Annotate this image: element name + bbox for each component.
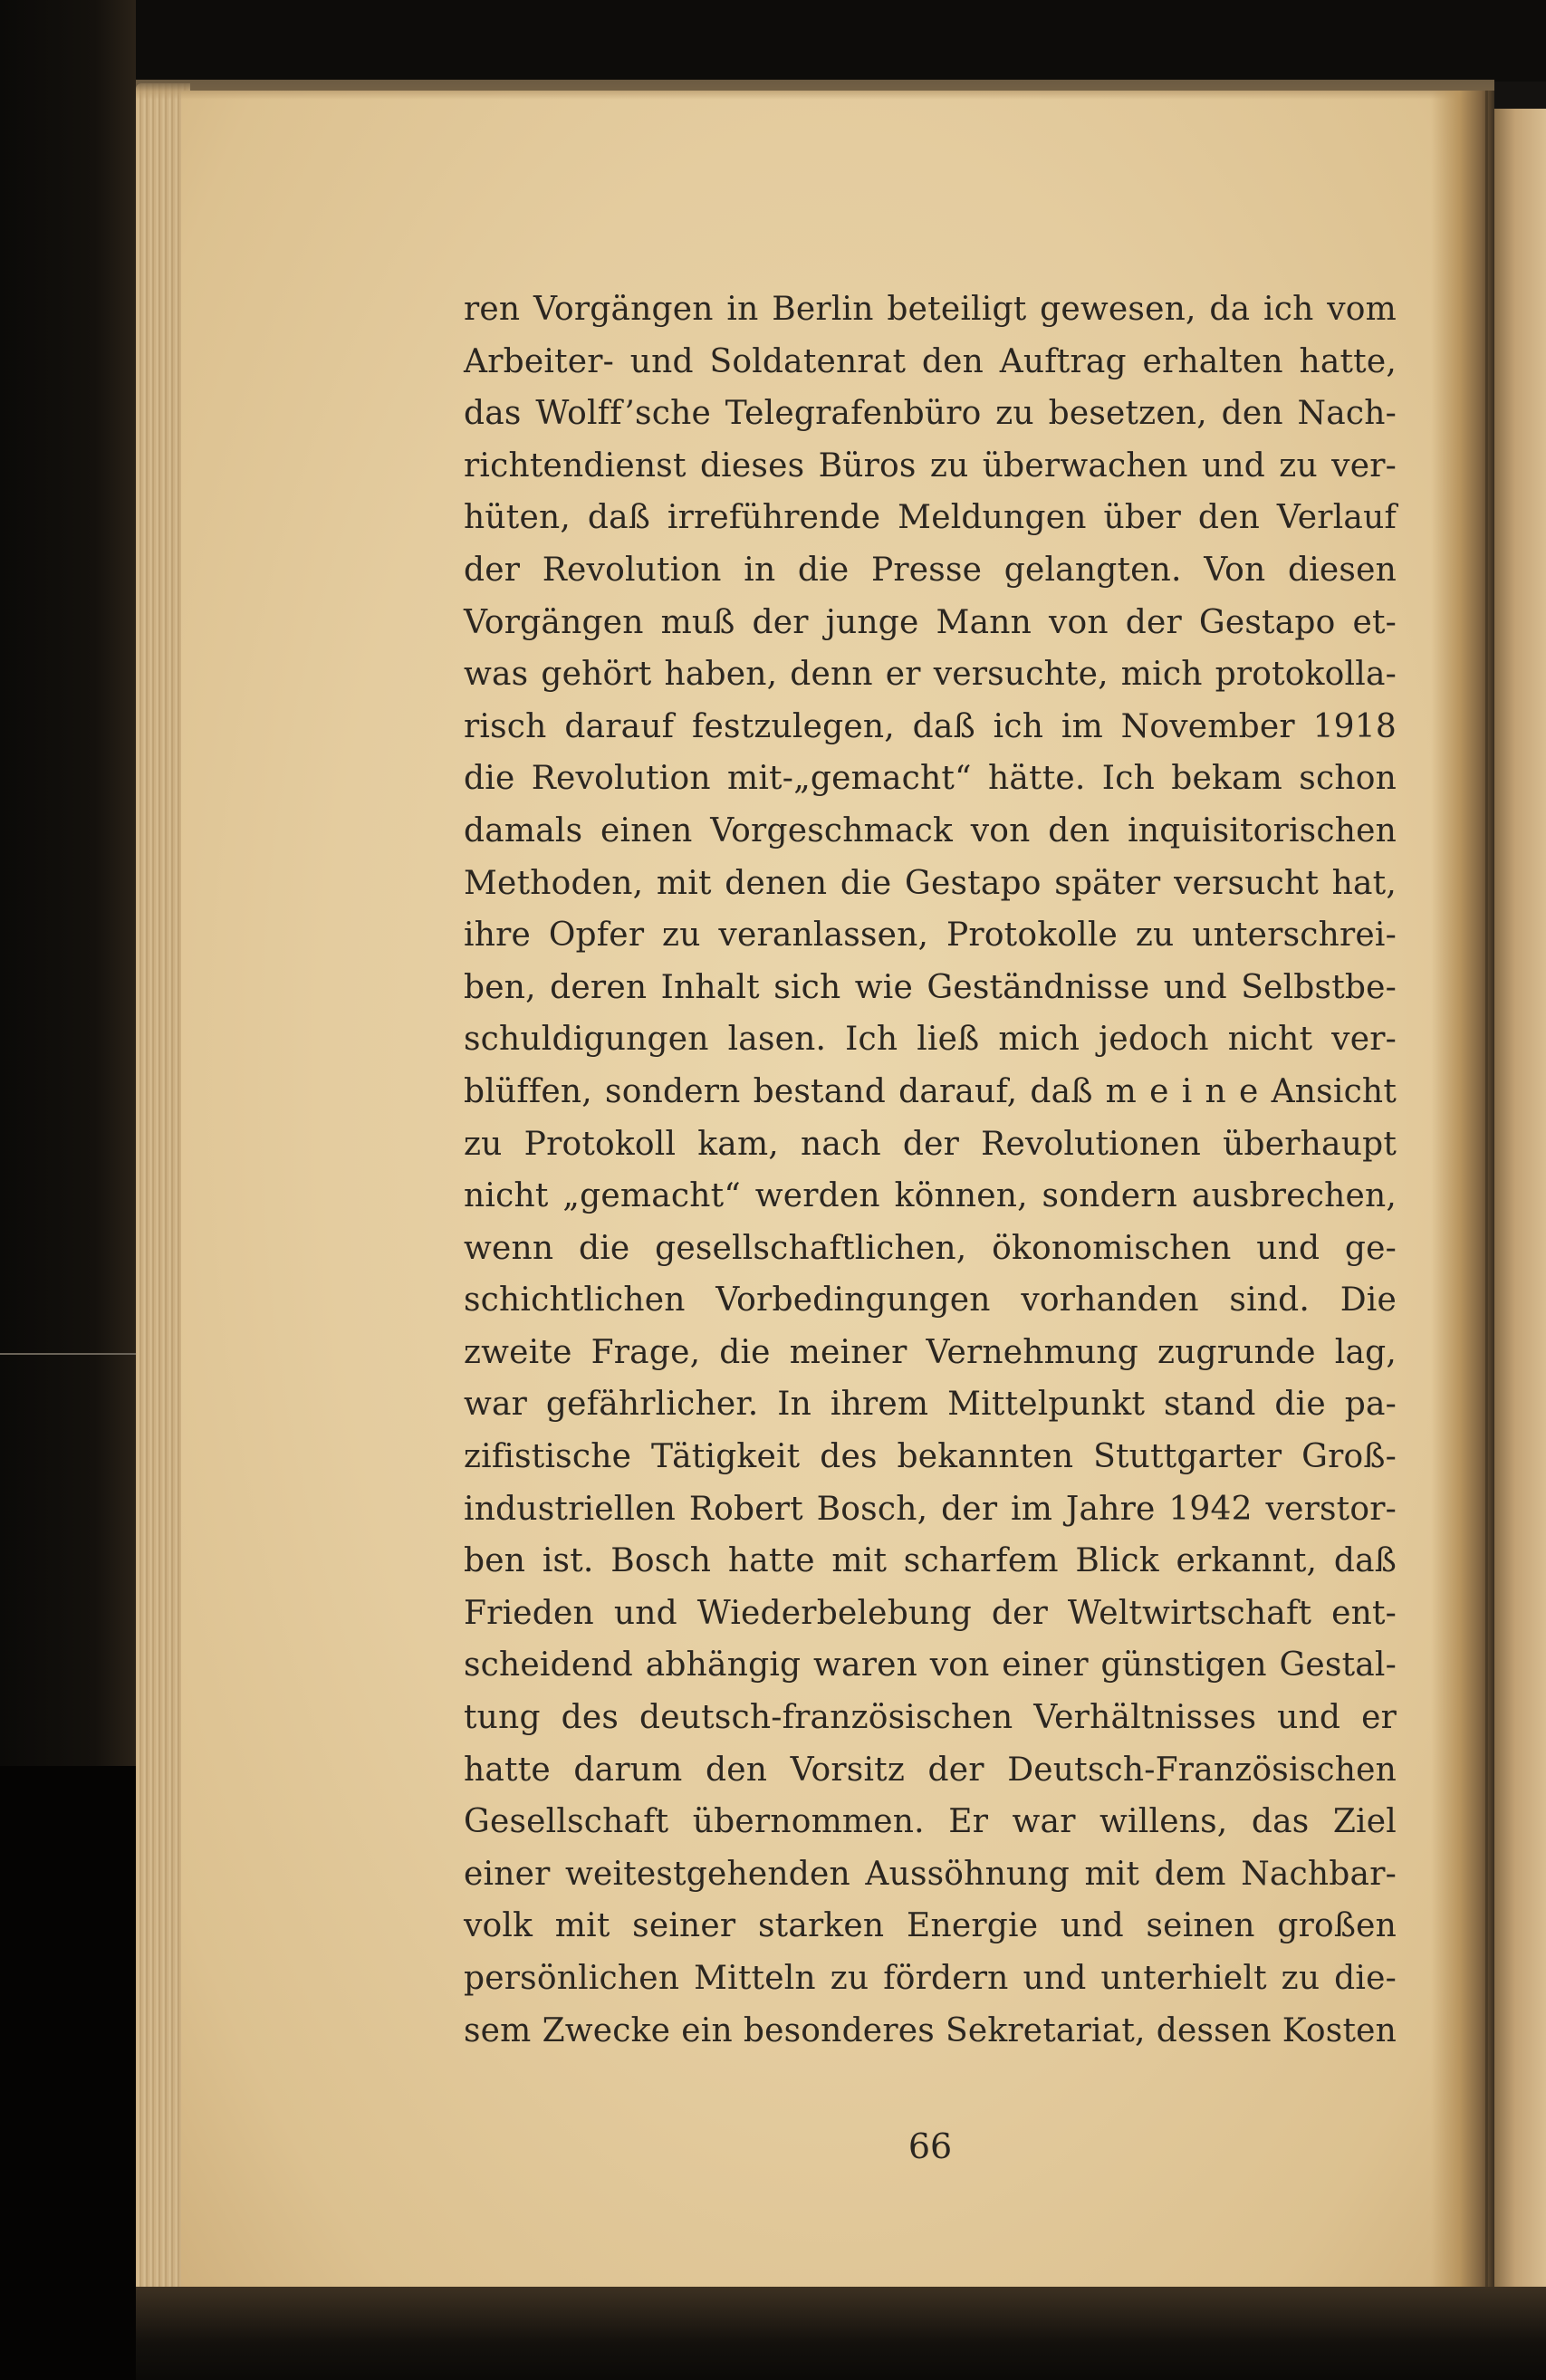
text-line: was gehört haben, denn er versuchte, mich protokolla- [464,656,1397,694]
text-line: volk mit seiner starken Energie und seinen großen [464,1907,1397,1945]
text-line: zweite Frage, die meiner Vernehmung zugrunde lag, [464,1333,1397,1371]
text-line: damals einen Vorgeschmack von den inquisitorischen [464,811,1397,849]
text-line: schichtlichen Vorbedingungen vorhanden sind. Die [464,1281,1397,1320]
text-line: persönlichen Mitteln zu fördern und unterhielt zu die- [464,1960,1397,1997]
text-line: wenn die gesellschaftlichen, ökonomischen und ge- [464,1229,1397,1267]
text-line: Frieden und Wiederbelebung der Weltwirtschaft ent- [464,1594,1397,1632]
text-line: war gefährlicher. In ihrem Mittelpunkt stand die pa- [464,1386,1397,1424]
text-line: die Revolution mit-„gemacht“ hätte. Ich bekam schon [464,760,1397,798]
text-line: ihre Opfer zu veranlassen, Protokolle zu unterschrei- [464,916,1397,955]
text-line: ben ist. Bosch hatte mit scharfem Blick erkannt, daß [464,1542,1397,1580]
background-bottom [136,2287,1546,2380]
text-line: nicht „gemacht“ werden können, sondern ausbrechen, [464,1177,1397,1215]
book-spine [1485,91,1488,2291]
text-line: Methoden, mit denen die Gestapo später versucht hat, [464,864,1397,902]
text-line: ben, deren Inhalt sich wie Geständnisse und Selbstbe- [464,968,1397,1006]
text-line: richtendienst dieses Büros zu überwachen und zu ver- [464,446,1397,485]
text-line: zu Protokoll kam, nach der Revolutionen überhaupt [464,1125,1397,1163]
text-line: ren Vorgängen in Berlin beteiligt gewesen, da ich vom [464,291,1397,328]
background-top [0,0,1546,82]
text-line: zifistische Tätigkeit des bekannten Stuttgarter Groß- [464,1438,1397,1476]
body-text [464,283,1397,2057]
text-line: der Revolution in die Presse gelangten. Von diesen [464,551,1397,589]
text-line: einer weitestgehenden Aussöhnung mit dem Nachbar- [464,1855,1397,1893]
text-line: scheidend abhängig waren von einer günstigen Gestal- [464,1646,1397,1684]
background-left-lower [0,1766,136,2380]
text-line: tung des deutsch-französischen Verhältnisses und er [464,1699,1397,1737]
text-line: Arbeiter- und Soldatenrat den Auftrag erhalten hatte, [464,342,1397,380]
text-line: hüten, daß irreführende Meldungen über den Verlauf [464,499,1397,537]
text-line: Vorgängen muß der junge Mann von der Gestapo et- [464,603,1397,641]
text-line: sem Zwecke ein besonderes Sekretariat, dessen Kosten [464,2011,1397,2049]
text-line: risch darauf festzulegen, daß ich im November 1918 [464,707,1397,745]
facing-page-edge [1494,109,1546,2300]
page-number: 66 [907,2126,953,2166]
text-line: schuldigungen lasen. Ich ließ mich jedoch nicht ver- [464,1021,1397,1059]
page-top-shadow [136,80,1494,100]
scan-edge-mark [0,1353,136,1355]
text-line: das Wolff’sche Telegrafenbüro zu besetzen, den Nach- [464,395,1397,433]
text-line: Gesellschaft übernommen. Er war willens, das Ziel [464,1803,1397,1841]
text-line: blüffen, sondern bestand darauf, daß m e i n e Ansicht [464,1072,1397,1110]
text-line: hatte darum den Vorsitz der Deutsch-Französischen [464,1751,1397,1789]
text-line: industriellen Robert Bosch, der im Jahre 1942 verstor- [464,1490,1397,1528]
